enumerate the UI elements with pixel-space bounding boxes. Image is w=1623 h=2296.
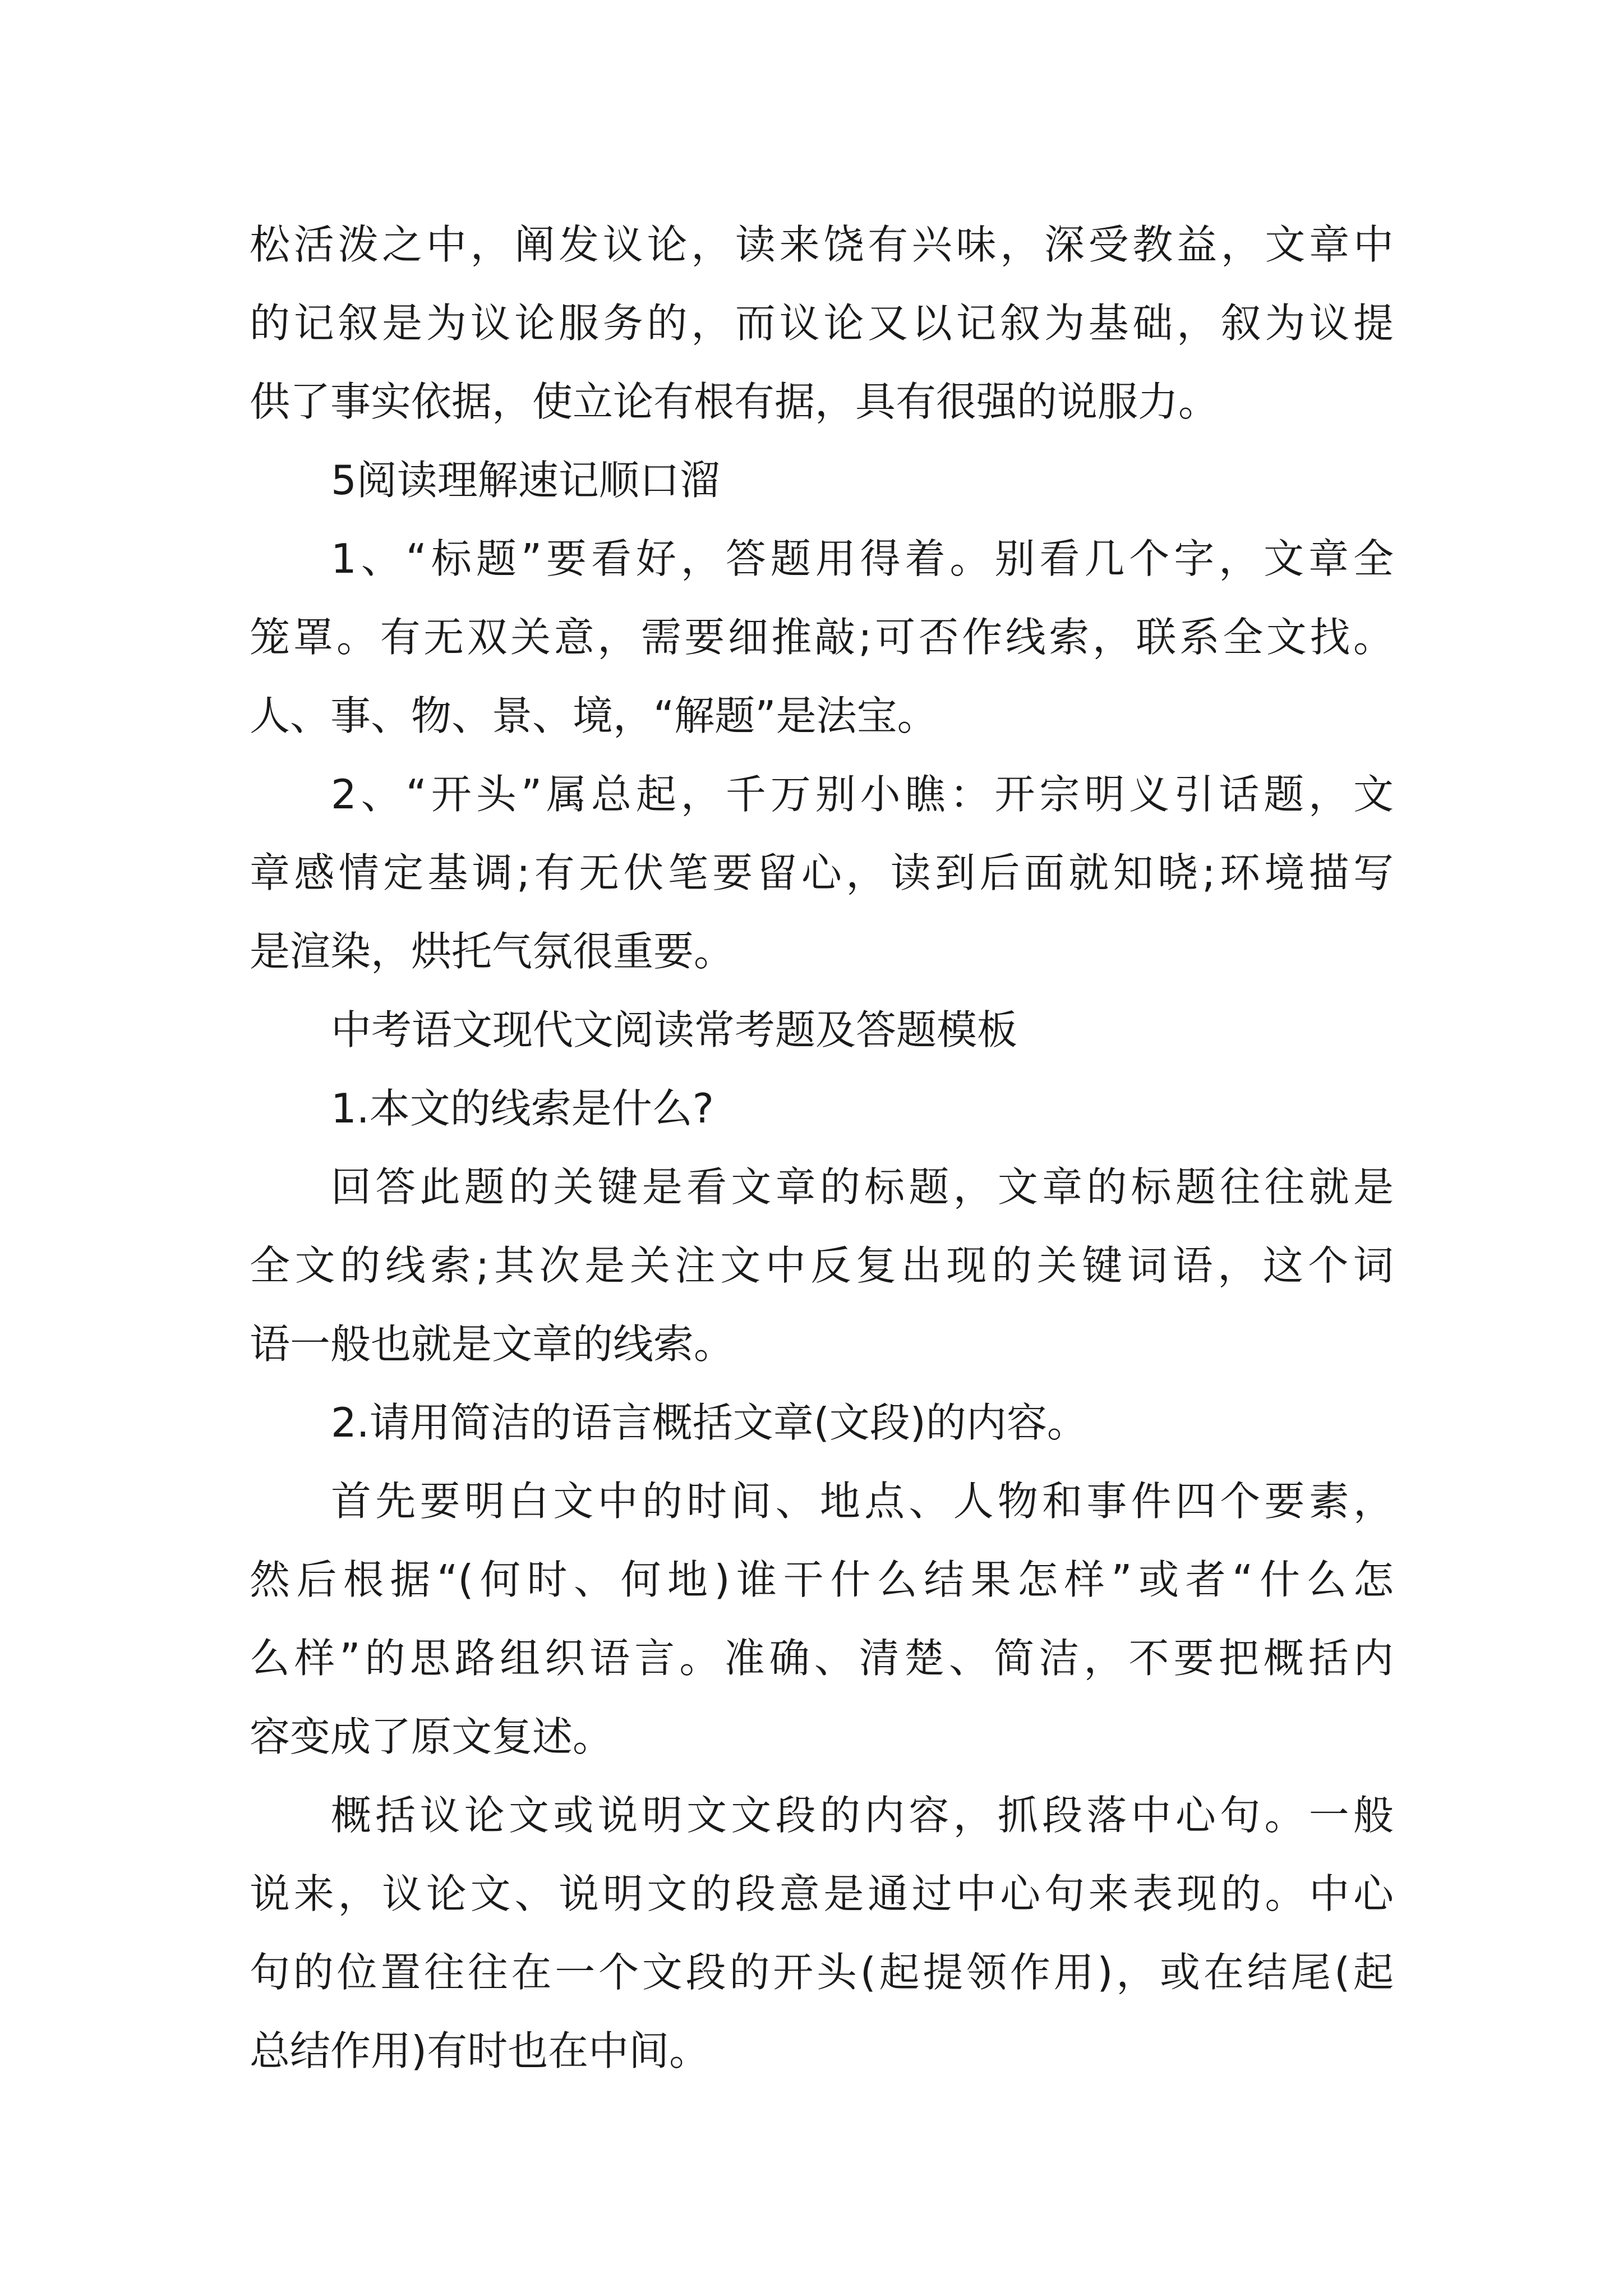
section-heading: 5阅读理解速记顺口溜 — [331, 457, 720, 504]
text-line: 的记叙是为议论服务的，而议论又以记叙为基础，叙为议提 — [250, 300, 1394, 347]
text-line: 么样”的思路组织语言。准确、清楚、简洁，不要把概括内 — [250, 1635, 1394, 1682]
text-line: 容变成了原文复述。 — [250, 1713, 614, 1760]
text-line: 松活泼之中，阐发议论，读来饶有兴味，深受教益，文章中 — [250, 221, 1394, 268]
text-line: 笼罩。有无双关意，需要细推敲;可否作线索，联系全文找。 — [250, 614, 1394, 661]
text-line: 回答此题的关键是看文章的标题，文章的标题往往就是 — [331, 1163, 1394, 1211]
question-heading: 1.本文的线索是什么? — [331, 1085, 714, 1132]
text-line: 概括议论文或说明文文段的内容，抓段落中心句。一般 — [331, 1792, 1394, 1839]
text-line: 然后根据“(何时、何地)谁干什么结果怎样”或者“什么怎 — [250, 1556, 1394, 1603]
text-line: 语一般也就是文章的线索。 — [250, 1320, 735, 1368]
text-line: 是渲染，烘托气氛很重要。 — [250, 928, 735, 975]
text-line: 1、“标题”要看好，答题用得着。别看几个字，文章全 — [331, 535, 1394, 582]
question-heading: 2.请用简洁的语言概括文章(文段)的内容。 — [331, 1399, 1087, 1446]
text-line: 总结作用)有时也在中间。 — [250, 2027, 710, 2074]
text-line: 供了事实依据，使立论有根有据，具有很强的说服力。 — [250, 378, 1219, 425]
text-line: 句的位置往往在一个文段的开头(起提领作用)，或在结尾(起 — [250, 1949, 1394, 1996]
text-line: 人、事、物、景、境，“解题”是法宝。 — [250, 692, 938, 739]
section-heading: 中考语文现代文阅读常考题及答题模板 — [331, 1006, 1018, 1053]
text-line: 首先要明白文中的时间、地点、人物和事件四个要素， — [331, 1478, 1394, 1525]
text-line: 全文的线索;其次是关注文中反复出现的关键词语，这个词 — [250, 1242, 1394, 1289]
text-line: 章感情定基调;有无伏笔要留心，读到后面就知晓;环境描写 — [250, 849, 1394, 896]
text-line: 2、“开头”属总起，千万别小瞧：开宗明义引话题，文 — [331, 771, 1394, 818]
text-line: 说来，议论文、说明文的段意是通过中心句来表现的。中心 — [250, 1870, 1394, 1917]
